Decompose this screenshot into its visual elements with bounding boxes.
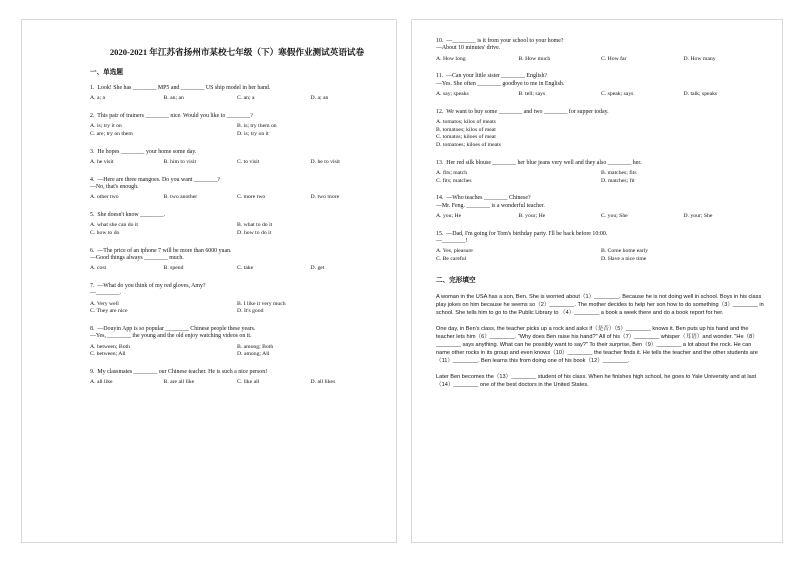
answer-option: C. between; All xyxy=(90,351,126,358)
question-item xyxy=(90,326,384,359)
cloze-paragraph: One day, in Ben's class, the teacher picks up a rock and asks if（是否）（5）________ knows it. Ben puts up his hand and the teacher lets him（6）________. "Why does Ben raise his hand?" All of his（7）________ whisper（耳语）and wonder. "He（8）________ says anything. What can he possibly want to say?" To their surprise, Ben（9）________ a lot about the rock. He can name other rocks in its group and even knows（10）________ the teacher finds it. He tells the teacher and the other students are（11）________. Ben learns this from doing one of his book（12）________. xyxy=(436,325,758,364)
question-item xyxy=(90,113,384,139)
answer-option: A. he visit xyxy=(90,159,114,165)
answer-option: C. take xyxy=(237,265,254,272)
answer-options xyxy=(90,222,384,237)
section-heading-cloze: 二、完形填空 xyxy=(436,276,476,284)
answer-option: D. Have a nice time xyxy=(601,256,647,262)
answer-option: B. tell; says xyxy=(518,91,546,98)
answer-option: D. among; All xyxy=(237,351,270,358)
answer-option: B. is; try them on xyxy=(237,123,277,130)
answer-option: B. I like it very much xyxy=(237,300,286,307)
question-stem: 3. He hopes ________ your home some day. xyxy=(90,148,197,155)
cloze-paragraph: Later Ben becomes the（13）________ student of his class. When he finishes high school, he goes to Yale University and at last（14）________ one of the best doctors in the United States. xyxy=(436,373,757,388)
answer-options xyxy=(90,265,384,273)
answer-option: A. a; a xyxy=(90,95,106,102)
answer-option: A. other two xyxy=(90,194,119,201)
answer-options xyxy=(436,56,766,64)
answer-option: D. matches; fit xyxy=(601,177,635,184)
question-stem: 15. —Dad, I'm going for Tom's birthday party. I'll be back before 10:00. —________! xyxy=(436,230,608,244)
answer-option: A. say; speaks xyxy=(436,91,469,98)
answer-option: C. How far xyxy=(601,55,627,62)
answer-option: B. among; Both xyxy=(237,343,274,350)
right-column xyxy=(436,38,766,397)
question-stem: 11. —Can your little sister ________ English? —Yes. She often ________ goodbye to me in English. xyxy=(436,73,565,87)
answer-option: C. speak; says xyxy=(601,91,634,98)
question-item xyxy=(436,38,766,63)
question-item xyxy=(90,248,384,273)
question-item xyxy=(436,73,766,98)
question-stem: 12. We want to buy some ________ and two ________ for supper today. xyxy=(436,108,609,115)
answer-option: B. Come home early xyxy=(601,248,649,255)
answer-option: C. more two xyxy=(237,194,266,201)
answer-option: B. two another xyxy=(163,194,198,201)
answer-option: D. all likes xyxy=(310,379,336,386)
section-heading-single-choice: 一、单选题 xyxy=(90,69,123,76)
answer-option: A. How long xyxy=(436,55,466,62)
question-item xyxy=(90,177,384,202)
question-stem: 4. —Here are three mangoes. Do you want ________? —No, that's enough. xyxy=(90,176,221,190)
question-item xyxy=(90,149,384,167)
answer-options xyxy=(90,301,384,316)
answer-option: C. Be careful xyxy=(436,256,467,262)
answer-option: B. an; an xyxy=(163,95,184,102)
answer-option: C. an; a xyxy=(237,95,255,102)
answer-option: D. is; try on it xyxy=(237,131,269,137)
answer-option: B. are all like xyxy=(163,379,195,386)
answer-option: B. your; He xyxy=(518,213,546,219)
answer-options xyxy=(436,170,766,185)
answer-option: A. you; He xyxy=(436,213,462,219)
question-stem: 14. —Who teaches ________ Chinese? —Mr. Feng. ________ is a wonderful teacher. xyxy=(436,195,545,209)
answer-options xyxy=(436,119,766,149)
answer-option: D. tomatoes; kiloes of meats xyxy=(436,142,501,148)
answer-options xyxy=(436,91,766,99)
question-stem: 13. Her red silk blouse ________ her blue jeans very well and they also ________ her. xyxy=(436,159,642,166)
answer-options xyxy=(90,159,384,167)
answer-option: A. between; Both xyxy=(90,343,130,350)
question-stem: 2. This pair of trainers ________ nice. Would you like to ________? xyxy=(90,113,253,119)
answer-options xyxy=(90,123,384,138)
page-right xyxy=(412,20,782,542)
answer-options xyxy=(436,213,766,221)
answer-option: D. a; an xyxy=(310,95,329,102)
answer-option: D. how to do it xyxy=(237,230,272,236)
question-item xyxy=(90,283,384,316)
question-item xyxy=(90,85,384,103)
answer-option: A. Very well xyxy=(90,300,119,307)
answer-option: D. How many xyxy=(683,55,716,62)
question-list-left xyxy=(90,85,384,387)
question-stem: 6. —The price of an iphone 7 will be more than 6000 yuan. —Good things always ________ much. xyxy=(90,247,232,261)
answer-option: A. Yes, pleasure xyxy=(436,248,473,255)
left-column xyxy=(90,38,384,397)
answer-option: A. all like xyxy=(90,379,113,386)
answer-options xyxy=(90,95,384,103)
answer-option: A. what she can do it xyxy=(90,222,139,229)
cloze-passage xyxy=(436,293,766,389)
answer-options xyxy=(436,248,766,263)
answer-option: B. spend xyxy=(163,265,184,272)
question-list-right xyxy=(436,38,766,264)
answer-option: C. fits; matches xyxy=(436,177,472,184)
answer-option: C. how to do xyxy=(90,230,120,236)
answer-option: A. cost xyxy=(90,265,107,272)
answer-option: C. are; try on them xyxy=(90,131,133,137)
answer-option: B. tomatoes; kilos of meat xyxy=(436,126,496,133)
question-item xyxy=(90,369,384,387)
answer-option: A. tomatos; kilos of meats xyxy=(436,119,496,126)
answer-option: C. They are nice xyxy=(90,308,128,315)
answer-options xyxy=(90,379,384,387)
question-item xyxy=(436,231,766,264)
answer-options xyxy=(90,194,384,202)
answer-option: B. what to do it xyxy=(237,222,273,229)
answer-options xyxy=(90,344,384,359)
question-stem: 9. My classmates ________ our Chinese teacher. He is such a nice person! xyxy=(90,369,268,375)
question-stem: 5. She doesn't know ________. xyxy=(90,212,166,218)
exam-title: 2020-2021 年江苏省扬州市某校七年级（下）寒假作业测试英语试卷 xyxy=(109,47,365,57)
answer-option: A. is; try it on xyxy=(90,123,122,130)
answer-option: C. to visit xyxy=(237,159,260,165)
answer-option: C. you; She xyxy=(601,213,628,219)
answer-option: B. matches; fits xyxy=(601,170,637,176)
question-item xyxy=(436,195,766,220)
answer-option: C. tomatos; kiloes of meat xyxy=(436,134,496,141)
question-stem: 10. —________ is it from your school to your home? —About 10 minutes' drive. xyxy=(436,38,564,52)
answer-option: D. talk; speaks xyxy=(683,91,718,98)
answer-option: B. How much xyxy=(518,55,551,62)
question-item xyxy=(90,212,384,238)
answer-option: D. two more xyxy=(310,194,340,201)
question-stem: 1. Look! She has ________ MP5 and ________ US ship model in her hand. xyxy=(90,85,271,91)
question-stem: 7. —What do you think of my red gloves, Amy? —________. xyxy=(90,283,206,297)
answer-option: D. It's good xyxy=(237,308,264,315)
answer-option: D. your; She xyxy=(683,213,713,219)
answer-option: C. like all xyxy=(237,379,260,386)
question-item xyxy=(436,109,766,150)
cloze-paragraph: A woman in the USA has a son, Ben. She is worried about（1）________. Because he is not doing well in school. Boys in his class play jokes on him because he seems so（2）________. The mother decides to help her son how to do something（3）________ in school. She tells him to go to the Public Library to （4）________ a book a week there and do a book report for her. xyxy=(436,293,764,316)
answer-option: D. get xyxy=(310,265,325,272)
answer-option: A. fits; match xyxy=(436,170,468,176)
answer-option: B. him to visit xyxy=(163,159,197,165)
question-item xyxy=(436,160,766,186)
page-left xyxy=(22,20,396,542)
question-stem: 8. —Douyin App is so popular ________ Chinese people these years. —Yes, ________ the young and the old enjoy watching videos on it. xyxy=(90,326,256,340)
answer-option: D. he to visit xyxy=(310,159,340,165)
